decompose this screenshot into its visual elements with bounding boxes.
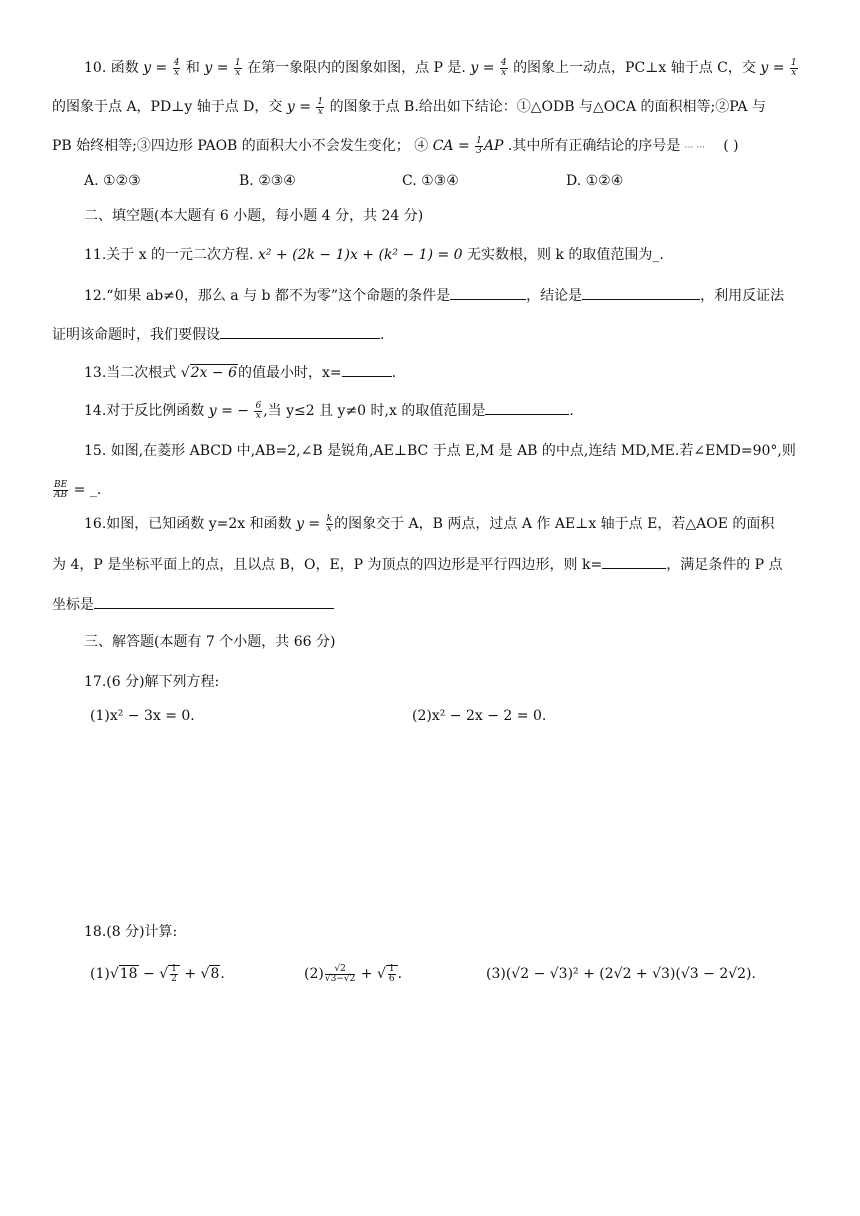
q12-text: ，利用反证法 xyxy=(700,288,785,304)
q14-text: 14.对于反比例函数 xyxy=(84,403,209,419)
q18-label: (1) xyxy=(90,966,110,982)
q13-text: 的值最小时，x= xyxy=(237,365,342,381)
q18-part2: (2) $\frac{√2}{√3-√2}$ + √ $\frac{1}{6}$ . xyxy=(304,963,403,984)
q10-line3 xyxy=(52,136,739,158)
q13-blank xyxy=(342,362,392,377)
q13-radicand: 2x − 6 xyxy=(190,365,237,381)
q18-title: 18.(8 分)计算: xyxy=(84,924,178,940)
q13-text: 13.当二次根式 xyxy=(84,365,181,381)
q16-function: y = $\frac{k}{x}$ xyxy=(296,513,333,534)
q11 xyxy=(84,245,664,265)
q10-text: 10. 函数 xyxy=(84,60,144,76)
q16-line2 xyxy=(52,554,783,575)
q10-answer-paren: ( ) xyxy=(723,138,739,154)
q10-text: PB 始终相等;③四边形 PAOB 的面积大小不会发生变化； ④ xyxy=(52,138,429,154)
q10-func1b: y = $\frac{4}{x}$ xyxy=(470,57,507,78)
section2-heading: 二、填空题(本大题有 6 小题，每小题 4 分，共 24 分) xyxy=(84,208,424,224)
q12-line2 xyxy=(52,324,384,345)
q12-blank-assumption xyxy=(220,324,380,339)
q10-line1 xyxy=(84,58,799,78)
q16-line1 xyxy=(84,514,774,534)
q15-line1: 15. 如图,在菱形 ABCD 中,AB=2,∠B 是锐角,AE⊥BC 于点 E,M 是 AB 的中点,连结 MD,ME.若∠EMD=90°,则 xyxy=(84,443,796,459)
q12-text: . xyxy=(380,327,385,343)
q12-text: ，结论是 xyxy=(526,288,583,304)
q14-blank xyxy=(485,400,569,415)
q16-text: 的图象交于 A，B 两点，过点 A 作 AE⊥x 轴于点 E，若△AOE 的面积 xyxy=(334,516,775,532)
q18-part3: (3)(√2 − √3)² + (2√2 + √3)(√3 − 2√2). xyxy=(486,966,756,982)
q16-text: 16.如图，已知函数 y=2x 和函数 xyxy=(84,516,297,532)
q17-title: 17.(6 分)解下列方程: xyxy=(84,674,220,690)
q14-text: . xyxy=(569,403,574,419)
q10-option-a: A. ①②③ xyxy=(84,173,141,189)
q10-line2 xyxy=(52,97,766,117)
q10-text: .其中所有正确结论的序号是 xyxy=(507,138,681,154)
q10-option-c: C. ①③④ xyxy=(402,173,459,189)
q14-text: ,当 y≤2 且 y≠0 时,x 的取值范围是 xyxy=(263,403,486,419)
q12-line1 xyxy=(84,285,784,306)
q17-part1: (1)x² − 3x = 0. xyxy=(90,708,195,724)
q14 xyxy=(84,400,574,421)
q15-line2 xyxy=(52,480,101,500)
q16-line3 xyxy=(52,594,334,615)
q16-text: 坐标是 xyxy=(52,597,94,613)
q16-blank-p xyxy=(94,594,334,609)
q16-text: ，满足条件的 P 点 xyxy=(666,557,783,573)
q10-option-d: D. ①②④ xyxy=(566,173,624,189)
q10-ca-formula: CA = $\frac{1}{3}$ AP xyxy=(432,135,504,156)
q10-text: 的图象于点 B.给出如下结论：①△ODB 与△OCA 的面积相等;②PA 与 xyxy=(329,99,766,115)
q16-blank-k xyxy=(602,554,666,569)
q12-blank-conclusion xyxy=(582,285,700,300)
section3-heading: 三、解答题(本题有 7 个小题，共 66 分) xyxy=(84,634,336,650)
q10-text: 在第一象限内的图象如图，点 P 是. xyxy=(247,60,471,76)
q18-label: (2) xyxy=(304,966,324,982)
q10-func2: y = $\frac{1}{x}$ xyxy=(204,57,241,78)
q10-dots: ··· ··· xyxy=(684,143,705,153)
q12-blank-condition xyxy=(450,285,526,300)
q15-text: = _. xyxy=(69,482,102,498)
q10-option-b: B. ②③④ xyxy=(239,173,296,189)
q13-text: . xyxy=(391,365,397,381)
q14-function: y = − $\frac{6}{x}$ xyxy=(208,400,262,421)
q17-part2: (2)x² − 2x − 2 = 0. xyxy=(412,708,547,724)
q13: 13.当二次根式 √2x − 6的值最小时，x= . xyxy=(84,362,396,383)
q11-text: 无实数根，则 k 的取值范围为_. xyxy=(462,247,664,263)
q12-text: 证明该命题时，我们要假设 xyxy=(52,327,220,343)
q11-equation: x² + (2k − 1)x + (k² − 1) = 0 xyxy=(257,247,463,263)
q10-text: 的图象于点 A，PD⊥y 轴于点 D，交 xyxy=(52,99,287,115)
q15-fraction: $\frac{BE}{AB}$ xyxy=(54,479,68,500)
q11-text: 11.关于 x 的一元二次方程. xyxy=(84,247,258,263)
q10-func2c: y = $\frac{1}{x}$ xyxy=(286,96,324,117)
q10-text: 的图象上一动点，PC⊥x 轴于点 C，交 xyxy=(513,60,761,76)
q10-func1: y = $\frac{4}{x}$ xyxy=(143,57,180,78)
q16-text: 为 4，P 是坐标平面上的点，且以点 B，O，E，P 为顶点的四边形是平行四边形，则 k= xyxy=(52,557,603,573)
q10-text: 和 xyxy=(185,60,205,76)
q18-part1: (1)√18 − √ $\frac{1}{2}$ + √8. xyxy=(90,963,225,984)
q12-text: 12.“如果 ab≠0，那么 a 与 b 都不为零”这个命题的条件是 xyxy=(84,288,451,304)
q10-func2b: y = $\frac{1}{x}$ xyxy=(760,57,797,78)
